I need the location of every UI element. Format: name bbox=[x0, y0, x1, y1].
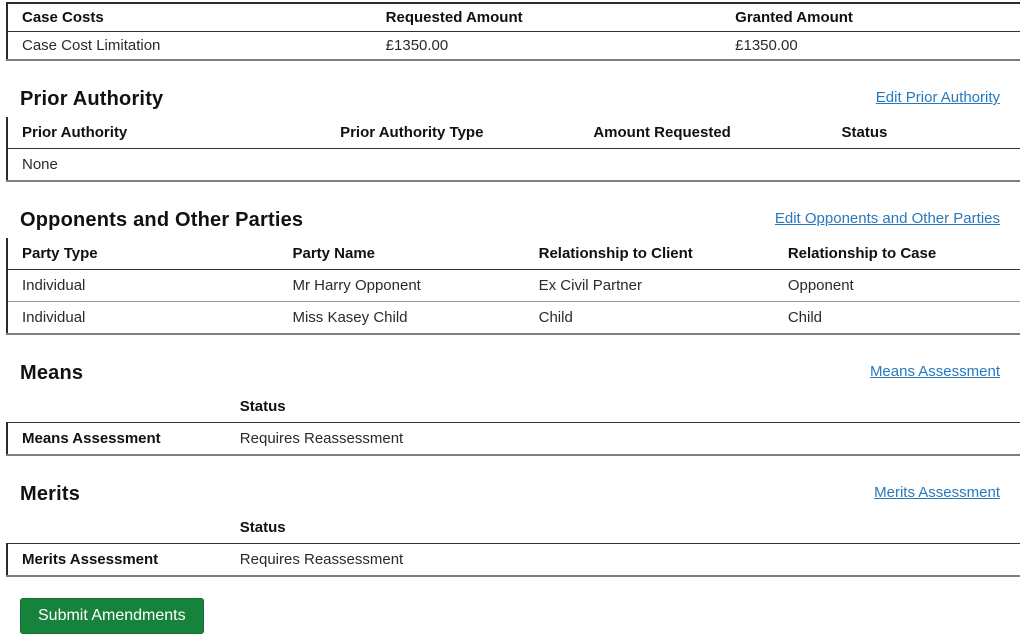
means-status-value: Requires Reassessment bbox=[226, 423, 1020, 456]
amendment-summary-page bbox=[0, 2, 1024, 634]
relationship-to-client-value: Child bbox=[525, 302, 774, 335]
means-assessment-link[interactable]: Means Assessment bbox=[869, 363, 1000, 380]
opponents-table bbox=[6, 238, 1020, 335]
edit-prior-authority-link[interactable]: Edit Prior Authority bbox=[875, 89, 1000, 106]
opponents-title: Opponents and Other Parties bbox=[20, 209, 304, 231]
submit-amendments-button[interactable]: Submit Amendments bbox=[20, 598, 204, 634]
case-costs-table bbox=[6, 2, 1020, 61]
means-table bbox=[6, 391, 1020, 456]
edit-opponents-link[interactable]: Edit Opponents and Other Parties bbox=[774, 210, 1000, 227]
table-row bbox=[7, 149, 1020, 182]
merits-section-head bbox=[6, 483, 1020, 506]
relationship-to-case-value: Child bbox=[774, 302, 1020, 335]
table-row bbox=[7, 544, 1020, 577]
prior-authority-type-header: Prior Authority Type bbox=[326, 117, 579, 149]
requested-amount-header: Requested Amount bbox=[372, 3, 721, 32]
requested-amount-value: £1350.00 bbox=[372, 32, 721, 61]
merits-table bbox=[6, 512, 1020, 577]
party-type-value: Individual bbox=[7, 302, 278, 335]
party-name-value: Mr Harry Opponent bbox=[278, 270, 524, 302]
table-row bbox=[7, 423, 1020, 456]
amount-requested-header: Amount Requested bbox=[579, 117, 827, 149]
granted-amount-value: £1350.00 bbox=[721, 32, 1020, 61]
merits-title: Merits bbox=[20, 483, 81, 505]
prior-authority-title: Prior Authority bbox=[20, 88, 164, 110]
means-status-header: Status bbox=[226, 391, 1020, 423]
merits-empty-header bbox=[7, 512, 226, 544]
merits-status-header: Status bbox=[226, 512, 1020, 544]
means-empty-header bbox=[7, 391, 226, 423]
granted-amount-header: Granted Amount bbox=[721, 3, 1020, 32]
table-row bbox=[7, 32, 1020, 61]
party-name-value: Miss Kasey Child bbox=[278, 302, 524, 335]
relationship-to-client-header: Relationship to Client bbox=[525, 238, 774, 270]
party-type-value: Individual bbox=[7, 270, 278, 302]
table-row bbox=[7, 302, 1020, 335]
table-row bbox=[7, 270, 1020, 302]
means-title: Means bbox=[20, 362, 84, 384]
means-assessment-label: Means Assessment bbox=[7, 423, 226, 456]
status-header: Status bbox=[828, 117, 1020, 149]
merits-assessment-label: Merits Assessment bbox=[7, 544, 226, 577]
party-name-header: Party Name bbox=[278, 238, 524, 270]
case-cost-limitation-label: Case Cost Limitation bbox=[7, 32, 372, 61]
case-costs-header: Case Costs bbox=[7, 3, 372, 32]
prior-authority-table bbox=[6, 117, 1020, 182]
merits-assessment-link[interactable]: Merits Assessment bbox=[874, 484, 1000, 501]
prior-authority-col-header: Prior Authority bbox=[7, 117, 326, 149]
relationship-to-client-value: Ex Civil Partner bbox=[525, 270, 774, 302]
means-section-head bbox=[6, 362, 1020, 385]
prior-authority-none-value: None bbox=[7, 149, 1020, 182]
relationship-to-case-header: Relationship to Case bbox=[774, 238, 1020, 270]
relationship-to-case-value: Opponent bbox=[774, 270, 1020, 302]
opponents-section-head bbox=[6, 209, 1020, 232]
prior-authority-section-head bbox=[6, 88, 1020, 111]
merits-status-value: Requires Reassessment bbox=[226, 544, 1020, 577]
party-type-header: Party Type bbox=[7, 238, 278, 270]
